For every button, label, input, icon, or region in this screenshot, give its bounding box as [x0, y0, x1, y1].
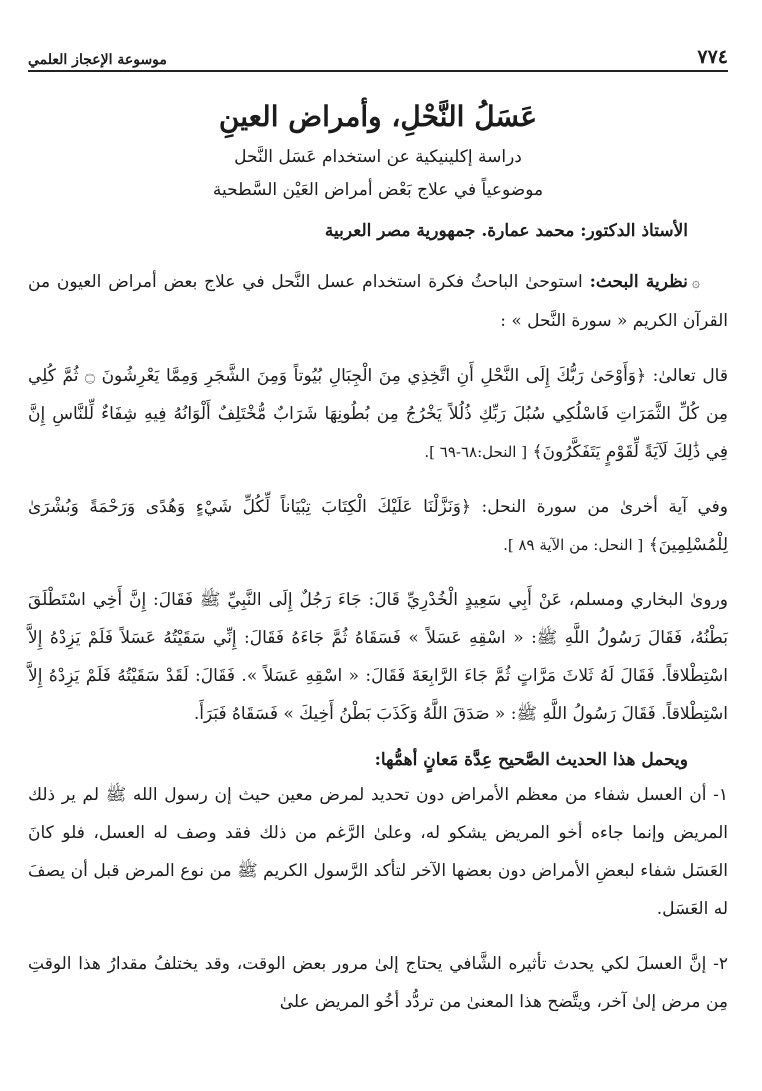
verse-paragraph-2 — [28, 488, 728, 564]
page-number: ٧٧٤ — [697, 46, 728, 68]
point-two: ٢- إنَّ العسلَ لكي يحدث تأثيره الشَّافي يحتاج إلىٰ مرور بعض الوقت، وقد يختلفُ مقدارُ هذا الوقتِ مِن مرض إلىٰ آخر، ويتَّضح هذا المعنىٰ من تردُّد أخُو المريض علىٰ — [28, 954, 728, 1012]
point-one: ١- أن العسل شفاء من معظم الأمراض دون تحديد لمرض معين حيث إن رسول الله ﷺ لم ير ذلك المريض وإنما جاءه أخو المريض يشكو له، وعلىٰ الرَّغم من ذلك فقد وصف له العسل، فلو كانَ العَسَل شفاء لبعضِ الأمراض دون بعضها الآخر لتأكد الرَّسول الكريم ﷺ من نوع المرض قبل أن يصفَ له العَسَل. — [28, 785, 728, 919]
hadith-paragraph: وروىٰ البخاري ومسلم، عَنْ أَبِي سَعِيدٍ الْخُدْرِيِّ قَالَ: جَاءَ رَجُلٌ إِلَى النَّبِيِّ ﷺ فَقَالَ: إِنَّ أَخِي اسْتَطْلَقَ بَطْنُهُ، فَقَالَ رَسُولُ اللَّهِ ﷺ: « اسْقِهِ عَسَلاً » فَسَقَاهُ ثُمَّ جَاءَهُ فَقَالَ: إِنِّي سَقَيْتُهُ عَسَلاً فَلَمْ يَزِدْهُ إِلاَّ اسْتِطْلاقاً. فَقَالَ لَهُ ثَلاثَ مَرَّاتٍ ثُمَّ جَاءَ الرَّابِعَةَ فَقَالَ: « اسْقِهِ عَسَلاً ». فَقَالَ: لَقَدْ سَقَيْتُهُ فَلَمْ يَزِدْهُ إِلاَّ اسْتِطْلاقاً. فَقَالَ رَسُولُ اللَّهِ ﷺ: « صَدَقَ اللَّهُ وَكَذَبَ بَطْنُ أَخِيكَ » فَسَقَاهُ فَبَرَأَ. — [28, 590, 728, 724]
book-page — [28, 40, 728, 1080]
verse-reference: [ النحل: من الآية ٨٩ ]. — [503, 536, 644, 554]
article-subtitle — [28, 141, 728, 207]
subtitle-line: دراسة إكلينيكية عن استخدام عَسَل النَّحل — [234, 147, 522, 167]
verse-text: وفي آية أخرىٰ من سورة النحل: ﴿وَنَزَّلْنَا عَلَيْكَ الْكِتَابَ تِبْيَاناً لِّكُلِّ شَيْءٍ وَهُدًى وَرَحْمَةً وَبُشْرَىٰ لِلْمُسْلِمِينَ﴾ — [28, 497, 728, 555]
verse-reference: [ النحل:٦٨-٦٩ ]. — [424, 443, 528, 461]
article-title: عَسَلُ النَّحْلِ، وأمراض العينِ — [218, 100, 538, 133]
subtitle-line: موضوعياً في علاج بَعْض أمراض العَيْن السَّطحية — [212, 180, 544, 200]
meanings-heading: ويحمل هذا الحديث الصَّحيح عِدَّة مَعانٍ أهمُّها: — [374, 750, 688, 770]
running-title: موسوعة الإعجاز العلمي — [28, 52, 167, 68]
author-line: الأستاذ الدكتور: محمد عمارة. جمهورية مصر العربية — [324, 221, 688, 241]
page-header — [28, 40, 728, 72]
theory-paragraph — [28, 263, 728, 340]
verse-paragraph-1 — [28, 357, 728, 471]
theory-text: استوحىٰ الباحثُ فكرة استخدام عسل النَّحل في علاج بعض أمراض العيون من القرآن الكريم « سورة النَّحل » : — [28, 272, 728, 331]
verse-text: قال تعالىٰ: ﴿وَأَوْحَىٰ رَبُّكَ إِلَى النَّحْلِ أَنِ اتَّخِذِي مِنَ الْجِبَالِ بُيُوتاً وَمِنَ الشَّجَرِ وَمِمَّا يَعْرِشُونَ ۝ ثُمَّ كُلِي مِن كُلِّ الثَّمَرَاتِ فَاسْلُكِي سُبُلَ رَبِّكِ ذُلُلاً يَخْرُجُ مِن بُطُونِهَا شَرَابٌ مُّخْتَلِفٌ أَلْوَانُهُ فِيهِ شِفَاءٌ لِّلنَّاسِ إِنَّ فِي ذَٰلِكَ لَآيَةً لِّقَوْمٍ يَتَفَكَّرُونَ﴾ — [28, 366, 728, 462]
theory-label: نظرية البحث: — [589, 272, 688, 292]
star-ornament-icon: ۞ — [691, 275, 701, 291]
